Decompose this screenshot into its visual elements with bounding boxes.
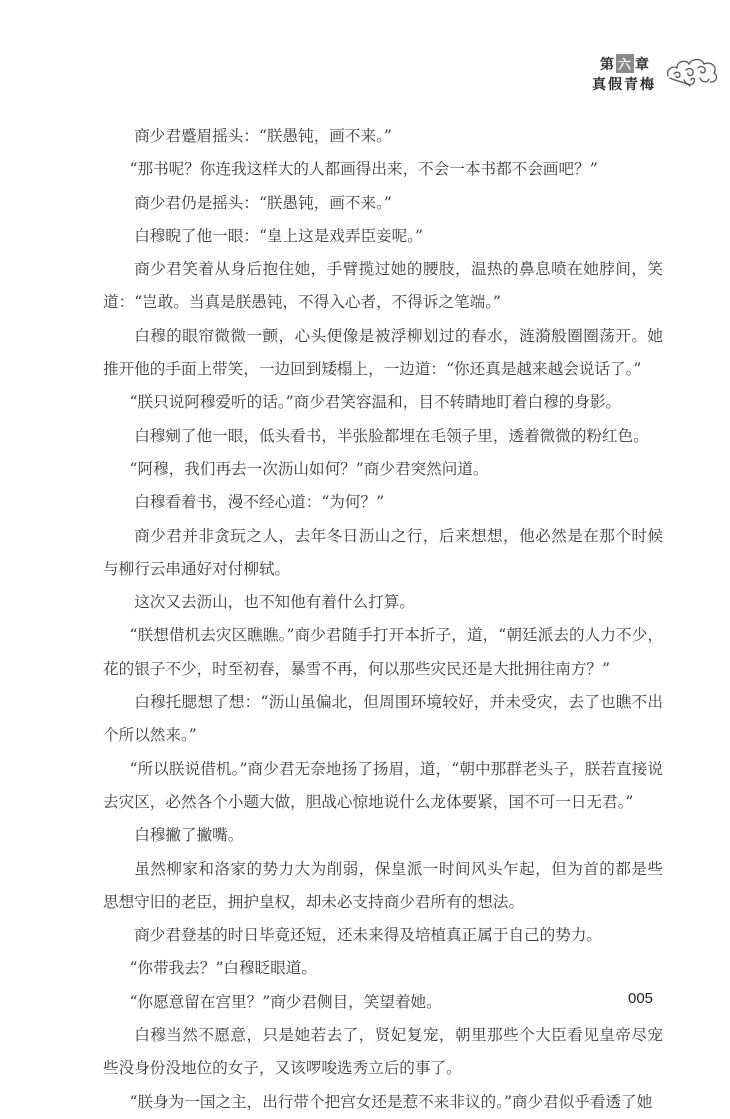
chapter-number: 六 [616, 54, 634, 73]
paragraph: 白穆剜了他一眼，低头看书，半张脸都埋在毛领子里，透着微微的粉红色。 [134, 426, 649, 445]
paragraph: 商少君并非贪玩之人，去年冬日沥山之行，后来想想，他必然是在那个时候与柳行云串通好对付柳轼。 [103, 526, 663, 578]
paragraph: 白穆睨了他一眼：“皇上这是戏弄臣妾呢。” [134, 226, 424, 245]
chapter-prefix: 第 [600, 57, 615, 73]
chapter-label [600, 54, 650, 74]
cloud-ornament-icon [664, 52, 720, 92]
paragraph: “所以朕说借机。”商少君无奈地扬了扬眉，道，“朝中那群老头子，朕若直接说去灾区，必然各个小题大做，胆战心惊地说什么龙体要紧，国不可一日无君。” [103, 759, 663, 811]
paragraph: 商少君仍是摇头：“朕愚钝，画不来。” [134, 193, 392, 212]
paragraph: 白穆托腮想了想：“沥山虽偏北，但周围环境较好，并未受灾，去了也瞧不出个所以然来。” [103, 693, 663, 745]
paragraph: 商少君登基的时日毕竟还短，还未来得及培植真正属于自己的势力。 [134, 926, 603, 945]
paragraph: 这次又去沥山，也不知他有着什么打算。 [134, 593, 415, 612]
chapter-header [592, 54, 722, 100]
paragraph: 商少君笑着从身后抱住她，手臂揽过她的腰肢，温热的鼻息喷在她脖间，笑道：“岂敢。当真是朕愚钝，不得入心者，不得诉之笔端。” [103, 260, 663, 312]
chapter-body [103, 120, 663, 1119]
paragraph: 白穆当然不愿意，只是她若去了，贤妃复宠，朝里那些个大臣看见皇帝尽宠些没身份没地位的女子，又该啰唆选秀立后的事了。 [103, 1026, 663, 1078]
paragraph: “朕只说阿穆爱听的话。”商少君笑容温和，目不转睛地盯着白穆的身影。 [129, 393, 622, 412]
paragraph: 白穆的眼帘微微一颤，心头便像是被浮柳划过的春水，涟漪般圈圈荡开。她推开他的手面上带笑，一边回到矮榻上，一边道：“你还真是越来越会说话了。” [103, 326, 663, 379]
paragraph: 虽然柳家和洛家的势力大为削弱，保皇派一时间风头乍起，但为首的都是些思想守旧的老臣，拥护皇权，却未必支持商少君所有的想法。 [103, 859, 663, 911]
paragraph: “朕想借机去灾区瞧瞧。”商少君随手打开本折子，道，“朝廷派去的人力不少，花的银子不少，时至初春，暴雪不再，何以那些灾民还是大批拥往南方？” [103, 626, 663, 678]
chapter-suffix: 章 [635, 57, 651, 73]
chapter-title: 真假青梅 [592, 77, 656, 93]
paragraph: 白穆看着书，漫不经心道：“为何？” [134, 493, 385, 512]
paragraph: “你带我去？”白穆眨眼道。 [129, 959, 317, 978]
paragraph: “那书呢？你连我这样大的人都画得出来，不会一本书都不会画吧？” [129, 160, 598, 179]
page-number: 005 [628, 990, 654, 1007]
paragraph: “阿穆，我们再去一次沥山如何？”商少君突然问道。 [129, 459, 489, 478]
paragraph: 商少君蹙眉摇头：“朕愚钝，画不来。” [134, 127, 392, 145]
paragraph: “你愿意留在宫里？”商少君侧目，笑望着她。 [129, 992, 442, 1011]
paragraph: 白穆撇了撇嘴。 [134, 826, 244, 845]
paragraph: “朕身为一国之主，出行带个把宫女还是惹不来非议的。”商少君似乎看透了她 [129, 1092, 653, 1111]
